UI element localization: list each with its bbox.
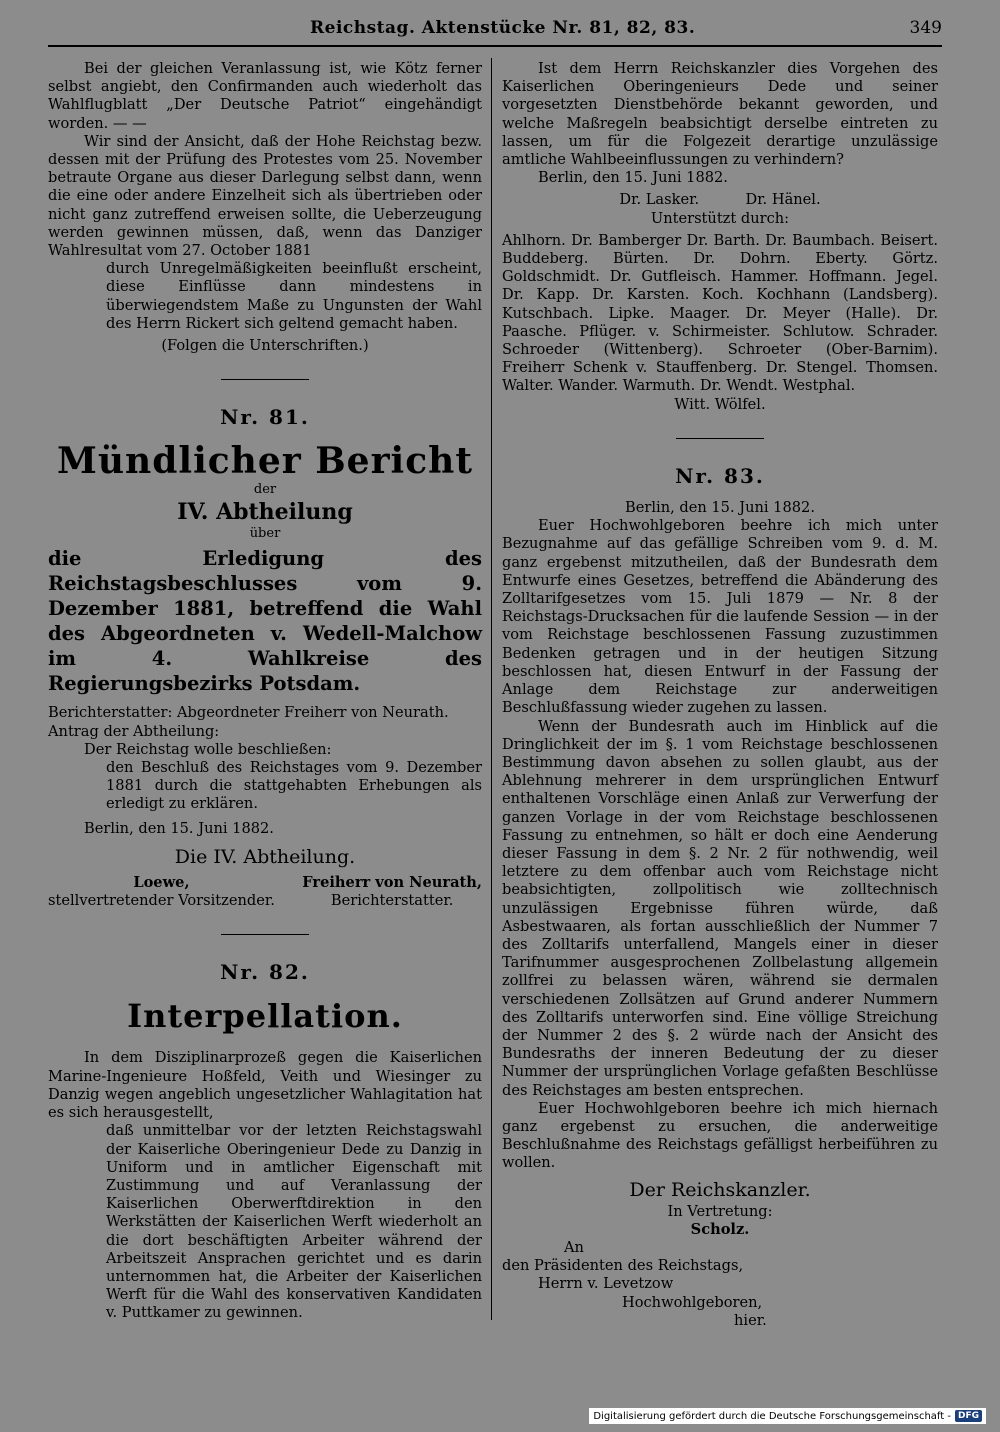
abteilung-heading: IV. Abtheilung xyxy=(177,499,353,526)
paragraph: Wenn der Bundesrath auch im Hinblick auf die Dringlichkeit der im §. 1 vom Reichstage beschlossenen Bestimmung davon absehen zu sollen glaubt, aus der Ablehnung mehrerer in dem ursprünglichen Entwurf enthaltenen Vorschläge einen Anlaß zur Verwerfung der ganzen Vorlage in der vom Reichstage beschlossenen Fassung zu entnehmen, so hält er doch eine Aenderung dieser Fassung in dem §. 2 Nr. 2 für nothwendig, weil letztere zu dem offenbar auch vom Reichstage nicht beabsichtigten, zollpolitisch wie zolltechnisch unzulässigen Ergebnisse führen würde, daß Asbestwaaren, als fortan ausschließlich der Nummer 7 des Zolltarifs unterfallend, Mangels einer in dieser Tarifnummer ausgesprochenen Zollbelastung allgemein zollfrei zu belassen wären, während sie dermalen verschiedenen Zollsätzen auf Grund anderer Nummern des Zolltarifs unterworfen sind. Eine völlige Streichung der Nummer 2 des §. 2 würde nach der Ansicht des Bundesraths der inneren Bedeutung der zu dieser Nummer der ursprünglichen Vorlage gefaßten Beschlüsse des Reichstages am besten entsprechen. xyxy=(502,717,938,1099)
interpellation-question: Ist dem Herrn Reichskanzler dies Vorgehen des Kaiserlichen Oberingenieurs Dede und seiner vorgesetzten Dienstbehörde bekannt geworden, und welche Maßregeln beabsichtigt derselbe eintreten zu lassen, um für die Folgezeit derartige unzulässige amtliche Wahlbeeinflussungen zu verhindern? xyxy=(502,60,938,169)
signatures-note: (Folgen die Unterschriften.) xyxy=(161,337,369,355)
motion-line: Der Reichstag wolle beschließen: xyxy=(84,740,332,758)
letter-date: Berlin, den 15. Juni 1882. xyxy=(625,499,815,517)
left-column xyxy=(48,60,482,1323)
running-header xyxy=(0,18,1000,44)
abteilung-signature: Die IV. Abtheilung. xyxy=(174,845,356,868)
signer-scholz: Scholz. xyxy=(690,1220,750,1238)
supported-by-label: Unterstützt durch: xyxy=(650,209,790,227)
address-an: An xyxy=(564,1238,584,1256)
antrag-line: Antrag der Abtheilung: xyxy=(48,722,220,740)
interpellation-signers: Dr. Lasker. Dr. Hänel. xyxy=(619,191,821,209)
signer-role: stellvertretender Vorsitzender. xyxy=(48,892,275,910)
paragraph: In dem Disziplinarprozeß gegen die Kaiserlichen Marine-Ingenieure Hoßfeld, Veith und Wiesinger zu Danzig wegen angeblich ungesetzlicher Wahlagitation hat es sich herausgestellt, xyxy=(48,1049,482,1122)
right-column xyxy=(502,60,938,1330)
address-recipient: den Präsidenten des Reichstags, xyxy=(502,1257,744,1275)
signer-name: Loewe, xyxy=(133,873,190,891)
column-divider xyxy=(491,58,492,1320)
paragraph: daß unmittelbar vor der letzten Reichstagswahl der Kaiserliche Oberingenieur Dede zu Danzig in Uniform und in amtlicher Eigenschaft mit Zustimmung und auf Veranlassung der Kaiserlichen Oberwerftdirektion in den Werkstätten der Kaiserlichen Werft wiederholt an die dort beschäftigten Arbeiter während der Arbeitszeit Ansprachen gerichtet und es darin unternommen hat, die Arbeiter der Kaiserlichen Werft für die Wahl des konservativen Kandidaten v. Puttkamer zu gewinnen. xyxy=(106,1122,482,1322)
funding-footer xyxy=(589,1408,986,1424)
paragraph: durch Unregelmäßigkeiten beeinflußt erscheint, diese Einflüsse dann mindestens in überwiegendstem Maße zu Ungunsten der Wahl des Herrn Rickert sich geltend gemacht haben. xyxy=(106,260,482,332)
section-number-82: Nr. 82. xyxy=(220,960,310,985)
section-title-82: Interpellation. xyxy=(127,997,403,1036)
address-place: hier. xyxy=(734,1311,767,1329)
connector-der: der xyxy=(253,482,277,498)
section-number-83: Nr. 83. xyxy=(675,463,765,488)
section-number-81: Nr. 81. xyxy=(220,405,310,430)
deputy-label: In Vertretung: xyxy=(667,1202,773,1220)
paragraph: Wir sind der Ansicht, daß der Hohe Reichstag bezw. dessen mit der Prüfung des Protestes vom 25. November betraute Organe aus dieser Darlegung selbst dann, wenn die eine oder andere Einzelheit sich als übertrieben oder nicht ganz zutreffend erweisen sollte, die Ueberzeugung werden gewinnen müssen, daß, wenn das Danziger Wahlresultat vom 27. October 1881 xyxy=(48,132,482,260)
connector-ueber: über xyxy=(249,526,281,542)
section-rule xyxy=(221,379,309,380)
signer-role: Berichterstatter. xyxy=(330,892,454,910)
signer-name: Freiherr von Neurath, xyxy=(302,873,482,891)
paragraph: Bei der gleichen Veranlassung ist, wie Kötz ferner selbst angiebt, den Confirmanden auch wiederholt das Wahlflugblatt „Der Deutsche Patriot“ eingehändigt worden. — — xyxy=(48,60,482,132)
signature-loewe xyxy=(48,874,275,910)
running-title: Reichstag. Aktenstücke Nr. 81, 82, 83. xyxy=(310,18,696,38)
section-rule xyxy=(221,934,309,935)
signature-block xyxy=(48,874,482,910)
paragraph: Euer Hochwohlgeboren beehre ich mich unter Bezugnahme auf das gefällige Schreiben vom 9. d. M. ganz ergebenst mitzutheilen, daß der Bundesrath dem Entwurfe eines Gesetzes, betreffend die Abänderung des Zolltarifgesetzes vom 15. Juli 1879 — Nr. 8 der Reichstags-Drucksachen für die laufende Session — in der vom Reichstage beschlossenen Fassung zuzustimmen Bedenken getragen und in der heutigen Sitzung beschlossen hat, diesen Entwurf in der Fassung der Anlage dem Reichstage zur anderweitigen Beschlußfassung wieder zugehen zu lassen. xyxy=(502,517,938,717)
section-title-81: Mündlicher Bericht xyxy=(57,440,473,483)
interpellation-date: Berlin, den 15. Juni 1882. xyxy=(538,169,728,187)
footer-text: Digitalisierung gefördert durch die Deutsche Forschungsgemeinschaft - xyxy=(593,1410,951,1422)
report-subject: die Erledigung des Reichstagsbeschlusses vom 9. Dezember 1881, betreffend die Wahl des Abgeordneten v. Wedell-Malchow im 4. Wahlkreise des Regierungsbezirks Potsdam. xyxy=(48,547,482,696)
address-honorific: Hochwohlgeboren, xyxy=(622,1293,763,1311)
motion-text: den Beschluß des Reichstages vom 9. Dezember 1881 durch die stattgehabten Erhebungen als erledigt zu erklären. xyxy=(106,759,482,813)
paragraph: Euer Hochwohlgeboren beehre ich mich hiernach ganz ergebenst zu ersuchen, die anderweitige Beschlußnahme des Reichstags gefälligst herbeiführen zu wollen. xyxy=(502,1099,938,1172)
address-name: Herrn v. Levetzow xyxy=(538,1275,674,1293)
supporter-names: Ahlhorn. Dr. Bamberger Dr. Barth. Dr. Baumbach. Beisert. Buddeberg. Bürten. Dr. Dohrn. Eberty. Görtz. Goldschmidt. Dr. Gutfleisch. Hammer. Hoffmann. Jegel. Dr. Kapp. Dr. Karsten. Koch. Kochhann (Landsberg). Kutschbach. Lipke. Maager. Dr. Meyer (Halle). Dr. Paasche. Pflüger. v. Schirmeister. Schlutow. Schrader. Schroeder (Wittenberg). Schroeter (Ober-Barnim). Freiherr Schenk v. Stauffenberg. Dr. Stengel. Thomsen. Walter. Wander. Warmuth. Dr. Wendt. Westphal. xyxy=(502,231,938,395)
dfg-logo-icon: DFG xyxy=(955,1410,982,1422)
header-rule xyxy=(48,45,942,47)
chancellor-heading: Der Reichskanzler. xyxy=(629,1178,811,1201)
signature-neurath xyxy=(302,874,482,910)
report-date: Berlin, den 15. Juni 1882. xyxy=(84,819,274,837)
berichterstatter-line: Berichterstatter: Abgeordneter Freiherr von Neurath. xyxy=(48,704,449,722)
section-rule xyxy=(676,438,764,439)
supporter-names-last: Witt. Wölfel. xyxy=(674,395,766,413)
page-number: 349 xyxy=(909,18,942,38)
